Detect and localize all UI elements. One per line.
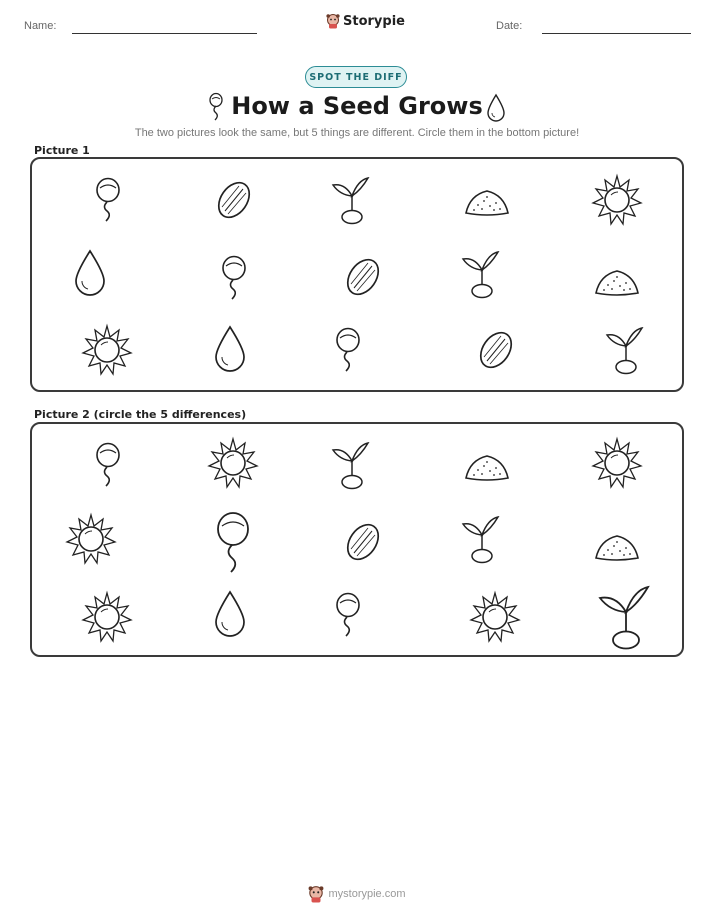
brand-name: Storypie [343,13,405,29]
seedling-icon [328,173,376,227]
picture-1-cell[interactable] [337,250,389,308]
date-line[interactable] [542,33,691,34]
picture-1-cell[interactable] [590,253,644,311]
picture-1-cell[interactable] [458,247,506,305]
storypie-mascot-icon [308,885,324,903]
soil-pile-icon [590,253,644,307]
picture-1-cell[interactable] [590,173,644,231]
sprout-seed-icon [326,323,370,377]
seedling-icon [602,323,650,377]
sun-icon [64,512,118,566]
soil-pile-icon [460,173,514,227]
picture-2-cell[interactable] [328,438,376,496]
water-drop-icon [206,588,254,642]
picture-2-panel [30,422,684,657]
footer [0,885,714,903]
sprout-seed-icon [206,508,260,578]
picture-1-cell[interactable] [86,173,130,231]
picture-1-cell[interactable] [326,323,370,381]
page-title: How a Seed Grows [231,92,483,120]
picture-2-cell[interactable] [460,438,514,496]
picture-2-cell[interactable] [206,588,254,646]
name-label: Name: [24,20,57,32]
picture-2-cell[interactable] [86,438,130,496]
footer-url[interactable]: mystorypie.com [328,888,406,900]
picture-2-cell[interactable] [206,436,260,494]
picture-2-cell[interactable] [326,588,370,646]
soil-pile-icon [460,438,514,492]
picture-2-cell[interactable] [590,436,644,494]
soil-pile-icon [590,518,644,572]
seed-icon [337,250,389,304]
brand-logo [326,13,405,29]
storypie-mascot-icon [326,13,340,29]
picture-2-cell[interactable] [206,508,260,582]
seedling-icon [594,582,658,652]
picture-1-cell[interactable] [470,323,522,381]
seed-icon [208,173,260,227]
sprout-seed-icon [326,588,370,642]
sun-icon [590,173,644,227]
picture-2-cell[interactable] [590,518,644,576]
picture-1-cell[interactable] [206,323,254,381]
picture-2-cell[interactable] [468,590,522,648]
water-drop-icon [485,93,507,123]
picture-1-cell[interactable] [328,173,376,231]
picture-2-label: Picture 2 (circle the 5 differences) [34,408,247,421]
picture-1-panel [30,157,684,392]
seedling-icon [458,512,506,566]
water-drop-icon [206,323,254,377]
picture-1-cell[interactable] [66,247,114,305]
sun-icon [468,590,522,644]
picture-2-cell[interactable] [64,512,118,570]
picture-1-cell[interactable] [602,323,650,381]
water-drop-icon [66,247,114,301]
sprout-seed-icon [86,438,130,492]
name-line[interactable] [72,33,257,34]
spot-the-diff-badge: SPOT THE DIFF [305,66,407,88]
picture-1-cell[interactable] [212,251,256,309]
sprout-seed-icon [86,173,130,227]
sun-icon [590,436,644,490]
picture-1-cell[interactable] [460,173,514,231]
picture-1-cell[interactable] [208,173,260,231]
sprout-seed-icon [212,251,256,305]
picture-2-cell[interactable] [458,512,506,570]
picture-1-label: Picture 1 [34,144,90,157]
seed-icon [470,323,522,377]
picture-2-cell[interactable] [594,582,658,656]
sun-icon [206,436,260,490]
picture-1-cell[interactable] [80,323,134,381]
instructions: The two pictures look the same, but 5 things are different. Circle them in the bottom picture! [134,127,580,139]
seedling-icon [458,247,506,301]
seedling-icon [328,438,376,492]
seed-icon [337,515,389,569]
sun-icon [80,323,134,377]
picture-2-cell[interactable] [80,590,134,648]
picture-2-cell[interactable] [337,515,389,573]
date-label: Date: [496,20,523,32]
sun-icon [80,590,134,644]
